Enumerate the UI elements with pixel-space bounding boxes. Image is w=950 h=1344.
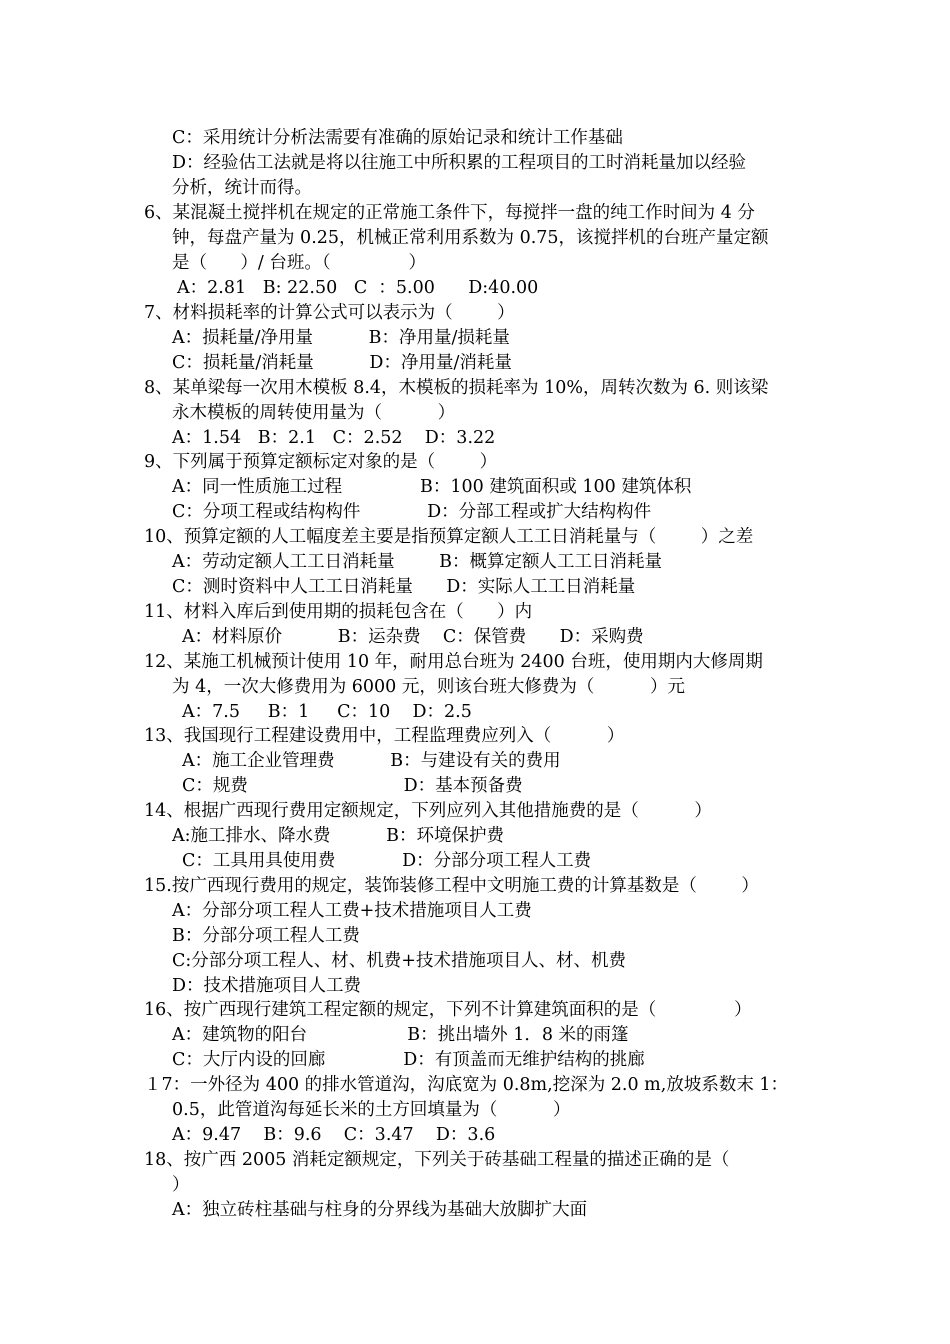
options-line: A:施工排水、降水费 B：环境保护费 (172, 826, 505, 846)
options-line: C：大厅内设的回廊 D：有顶盖而无维护结构的挑廊 (172, 1050, 645, 1070)
question-9: 9、下列属于预算定额标定对象的是（ ） (144, 452, 498, 472)
options-line: A：施工企业管理费 B：与建设有关的费用 (182, 751, 561, 771)
options-line: A：独立砖柱基础与柱身的分界线为基础大放脚扩大面 (172, 1200, 588, 1220)
options-line: A：建筑物的阳台 B：挑出墙外 1．8 米的雨篷 (172, 1025, 629, 1045)
text-line: 钟，每盘产量为 0.25，机械正常利用系数为 0.75，该搅拌机的台班产量定额 (172, 228, 769, 248)
text-line: D：经验估工法就是将以往施工中所积累的工程项目的工时消耗量加以经验 (172, 153, 747, 173)
text-line: 分析，统计而得。 (172, 178, 312, 198)
question-11: 11、材料入库后到使用期的损耗包含在（ ）内 (144, 602, 533, 622)
options-line: A：劳动定额人工工日消耗量 B：概算定额人工工日消耗量 (172, 552, 662, 572)
options-line: C：工具用具使用费 D：分部分项工程人工费 (182, 851, 592, 871)
options-line: D：技术措施项目人工费 (172, 976, 362, 996)
options-line: B：分部分项工程人工费 (172, 926, 360, 946)
text-line: 为 4，一次大修费用为 6000 元，则该台班大修费为（ ）元 (172, 677, 685, 697)
question-12: 12、某施工机械预计使用 10 年，耐用总台班为 2400 台班，使用期内大修周期 (144, 652, 763, 672)
options-line: A：分部分项工程人工费+技术措施项目人工费 (172, 901, 532, 921)
options-line: C：分项工程或结构构件 D：分部工程或扩大结构构件 (172, 502, 652, 522)
options-line: A：1.54 B：2.1 C：2.52 D：3.22 (172, 428, 496, 448)
question-7: 7、材料损耗率的计算公式可以表示为（ ） (144, 303, 515, 323)
text-line: ） (172, 1175, 190, 1195)
question-14: 14、根据广西现行费用定额规定，下列应列入其他措施费的是（ ） (144, 801, 712, 821)
options-line: A：材料原价 B：运杂费 C：保管费 D：采购费 (182, 627, 644, 647)
question-16: 16、按广西现行建筑工程定额的规定，下列不计算建筑面积的是（ ） (144, 1000, 752, 1020)
options-line: A：同一性质施工过程 B：100 建筑面积或 100 建筑体积 (172, 477, 692, 497)
text-line: C：采用统计分析法需要有准确的原始记录和统计工作基础 (172, 128, 623, 148)
question-8: 8、某单梁每一次用木模板 8.4，木模板的损耗率为 10%，周转次数为 6. 则该梁 (144, 378, 769, 398)
question-15: 15.按广西现行费用的规定，装饰装修工程中文明施工费的计算基数是（ ） (144, 876, 759, 896)
options-line: C：损耗量/消耗量 D：净用量/消耗量 (172, 353, 512, 373)
text-line: 永木模板的周转使用量为（ ） (172, 403, 456, 423)
options-line: C：测时资料中人工工日消耗量 D：实际人工工日消耗量 (172, 577, 636, 597)
question-18: 18、按广西 2005 消耗定额规定，下列关于砖基础工程量的描述正确的是（ (144, 1150, 730, 1170)
options-line: C：规费 D：基本预备费 (182, 776, 523, 796)
question-17: １7：一外径为 400 的排水管道沟，沟底宽为 0.8m,挖深为 2.0 m,放坡系数末 1： (144, 1075, 789, 1095)
options-line: A：7.5 B：1 C：10 D：2.5 (182, 702, 472, 722)
text-line: 是（ ）/ 台班。（ ） (172, 253, 426, 273)
options-line: A：损耗量/净用量 B：净用量/损耗量 (172, 328, 510, 348)
options-line: A：2.81 B: 22.50 C ：5.00 D:40.00 (177, 278, 539, 298)
question-6: 6、某混凝土搅拌机在规定的正常施工条件下，每搅拌一盘的纯工作时间为 4 分 (144, 203, 755, 223)
options-line: C:分部分项工程人、材、机费+技术措施项目人、材、机费 (172, 951, 626, 971)
question-13: 13、我国现行工程建设费用中，工程监理费应列入（ ） (144, 726, 625, 746)
question-10: 10、预算定额的人工幅度差主要是指预算定额人工工日消耗量与（ ）之差 (144, 527, 754, 547)
options-line: A：9.47 B：9.6 C：3.47 D：3.6 (172, 1125, 496, 1145)
text-line: 0.5，此管道沟每延长米的土方回填量为（ ） (172, 1100, 571, 1120)
